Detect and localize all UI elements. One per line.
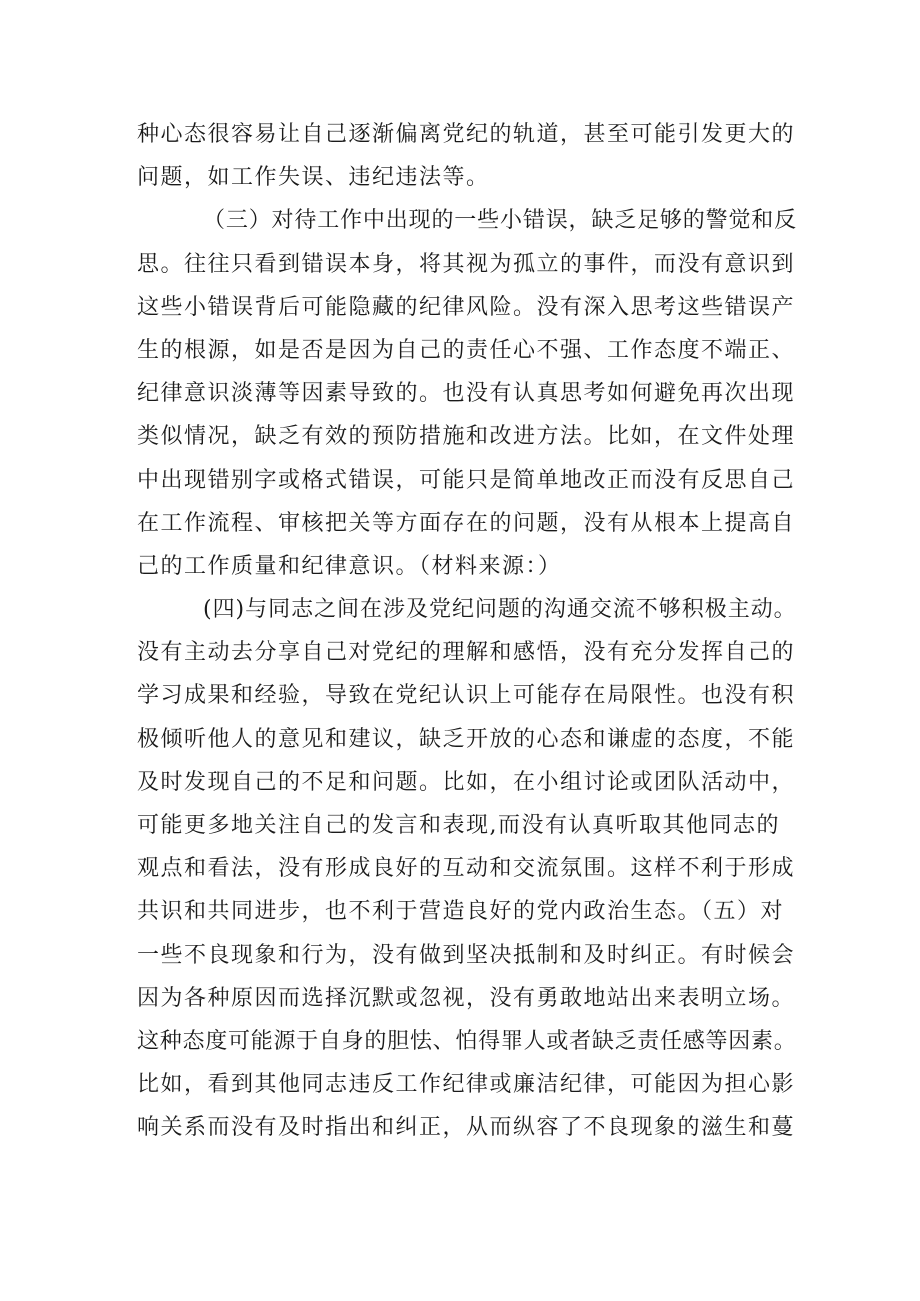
- text-line: 可能更多地关注自己的发言和表现,而没有认真听取其他同志的: [137, 813, 780, 838]
- text-line: （三）对待工作中出现的一些小错误，缺乏足够的警觉和反: [203, 208, 798, 234]
- text-line: 比如，看到其他同志违反工作纪律或廉洁纪律，可能因为担心影: [137, 1072, 796, 1098]
- text-line: 中出现错别字或格式错误，可能只是简单地改正而没有反思自己: [137, 467, 796, 493]
- text-line: 这种态度可能源于自身的胆怯、怕得罪人或者缺乏责任感等因素。: [137, 1028, 797, 1054]
- text-line: 类似情况，缺乏有效的预防措施和改进方法。比如，在文件处理: [137, 424, 796, 450]
- text-line: 纪律意识淡薄等因素导致的。也没有认真思考如何避免再次出现: [137, 381, 796, 407]
- text-line: 观点和看法，没有形成良好的互动和交流氛围。这样不利于形成: [137, 856, 796, 882]
- text-line: 种心态很容易让自己逐渐偏离党纪的轨道，甚至可能引发更大的: [137, 122, 796, 147]
- text-line: 没有主动去分享自己对党纪的理解和感悟，没有充分发挥自己的: [137, 640, 796, 666]
- text-line: 响关系而没有及时指出和纠正，从而纵容了不良现象的滋生和蔓: [137, 1115, 796, 1141]
- text-line: 因为各种原因而选择沉默或忽视，没有勇敢地站出来表明立场。: [137, 985, 796, 1011]
- document-body: [137, 113, 797, 1150]
- text-line: 生的根源，如是否是因为自己的责任心不强、工作态度不端正、: [137, 337, 796, 363]
- text-line: 在工作流程、审核把关等方面存在的问题，没有从根本上提高自: [137, 510, 796, 536]
- text-line: 思。往往只看到错误本身，将其视为孤立的事件，而没有意识到: [137, 251, 796, 277]
- text-line: 己的工作质量和纪律意识。（材料来源：）: [137, 553, 562, 579]
- text-line: 问题，如工作失误、违纪违法等。: [137, 165, 490, 191]
- text-line: 学习成果和经验，导致在党纪认识上可能存在局限性。也没有积: [137, 683, 796, 709]
- text-line: (四)与同志之间在涉及党纪问题的沟通交流不够积极主动。: [203, 597, 797, 623]
- text-line: 及时发现自己的不足和问题。比如，在小组讨论或团队活动中，: [137, 769, 796, 795]
- text-line: 极倾听他人的意见和建议，缺乏开放的心态和谦虚的态度，不能: [137, 726, 796, 752]
- text-line: 一些不良现象和行为，没有做到坚决抵制和及时纠正。有时候会: [137, 942, 796, 968]
- text-line: 这些小错误背后可能隐藏的纪律风险。没有深入思考这些错误产: [137, 294, 796, 320]
- text-line: 共识和共同进步，也不利于营造良好的党内政治生态。（五）对: [137, 899, 785, 925]
